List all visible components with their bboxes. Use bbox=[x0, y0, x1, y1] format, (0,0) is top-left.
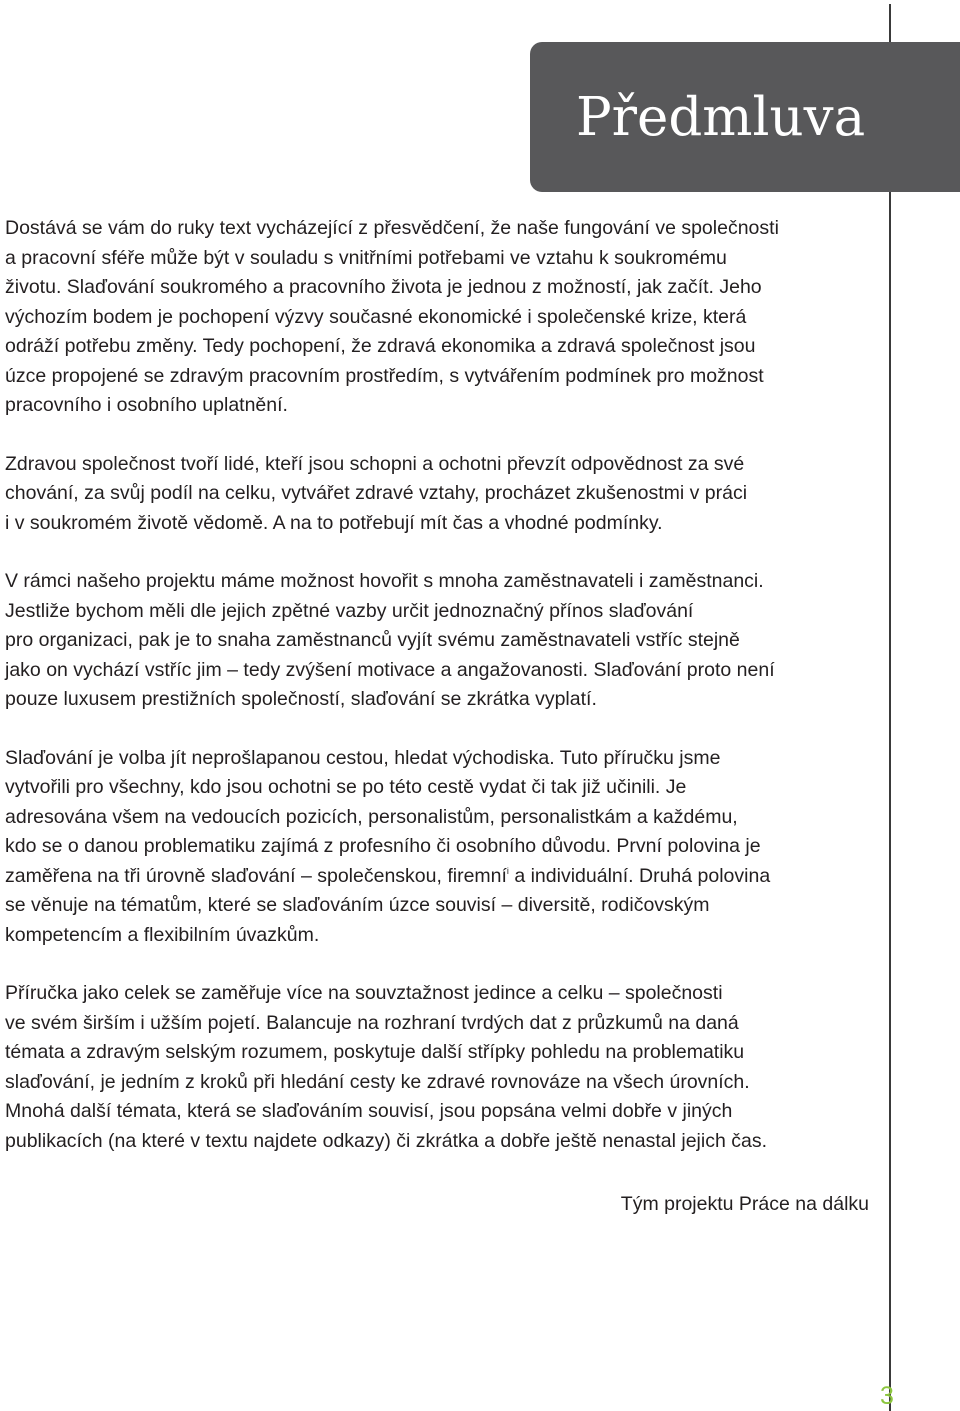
text-line: kompetencím a flexibilním úvazkům. bbox=[5, 923, 320, 946]
text-line: V rámci našeho projektu máme možnost hovořit s mnoha zaměstnavateli i zaměstnanci. bbox=[5, 570, 764, 592]
text-line: ve svém širším i užším pojetí. Balancuje na rozhraní tvrdých dat z průzkumů na daná bbox=[5, 1011, 739, 1034]
text-line: výchozím bodem je pochopení výzvy současné ekonomické i společenské krize, která bbox=[5, 305, 747, 328]
text-line: chování, za svůj podíl na celku, vytvářet zdravé vztahy, procházet zkušenostmi v práci bbox=[5, 482, 748, 504]
text-line: i v soukromém životě vědomě. A na to potřebují mít čas a vhodné podmínky. bbox=[5, 511, 663, 534]
text-line: Jestliže bychom měli dle jejich zpětné vazby určit jednoznačný přínos slaďování bbox=[5, 599, 694, 622]
text-line: Příručka jako celek se zaměřuje více na souvztažnost jedince a celku – společnosti bbox=[5, 982, 723, 1004]
paragraph-5 bbox=[5, 979, 877, 1156]
page-number: 3 bbox=[880, 1382, 894, 1410]
text-line: úzce propojené se zdravým pracovním prostředím, s vytvářením podmínek pro možnost bbox=[5, 364, 764, 387]
text-line-with-footnote bbox=[5, 862, 877, 892]
footnote-marker[interactable]: i bbox=[506, 865, 509, 876]
text-line: jako on vychází vstříc jim – tedy zvýšení motivace a angažovanosti. Slaďování proto není bbox=[5, 658, 775, 681]
text-line: se věnuje na tématům, které se slaďováním úzce souvisí – diversitě, rodičovským bbox=[5, 894, 710, 916]
text-line: publikacích (na které v textu najdete odkazy) či zkrátka a dobře ještě nenastal jejich čas. bbox=[5, 1129, 767, 1152]
text-line: vytvořili pro všechny, kdo jsou ochotni se po této cestě vydat či tak již učinili. Je bbox=[5, 776, 687, 798]
paragraph-2 bbox=[5, 450, 877, 539]
text-line: Slaďování je volba jít neprošlapanou cestou, hledat východiska. Tuto příručku jsme bbox=[5, 746, 721, 769]
paragraph-4 bbox=[5, 744, 877, 951]
page-title: Předmluva bbox=[576, 87, 866, 148]
text-line: Dostává se vám do ruky text vycházející z přesvědčení, že naše fungování ve společnosti bbox=[5, 217, 779, 239]
text-line: témata a zdravým selským rozumem, poskytuje další střípky pohledu na problematiku bbox=[5, 1041, 745, 1063]
text-line: Zdravou společnost tvoří lidé, kteří jsou schopni a ochotni převzít odpovědnost za své bbox=[5, 452, 745, 475]
text-line: životu. Slaďování soukromého a pracovního života je jednou z možností, jak začít. Jeho bbox=[5, 276, 762, 298]
text-line: pracovního i osobního uplatnění. bbox=[5, 394, 288, 416]
text-line: adresována všem na vedoucích pozicích, personalistům, personalistkám a každému, bbox=[5, 805, 738, 828]
margin-rule bbox=[889, 4, 891, 1411]
text-line: slaďování, je jedním z kroků při hledání cesty ke zdravé rovnováze na všech úrovních. bbox=[5, 1070, 750, 1093]
text-line: kdo se o danou problematiku zajímá z profesního či osobního důvodu. První polovina je bbox=[5, 835, 761, 857]
paragraph-3 bbox=[5, 567, 877, 715]
signature: Tým projektu Práce na dálku bbox=[620, 1193, 869, 1215]
text-line: a pracovní sféře může být v souladu s vnitřními potřebami ve vztahu k soukromému bbox=[5, 246, 727, 269]
text-segment: a individuální. Druhá polovina bbox=[508, 864, 771, 887]
paragraph-1 bbox=[5, 214, 877, 421]
text-line: Mnohá další témata, která se slaďováním souvisí, jsou popsána velmi dobře v jiných bbox=[5, 1100, 733, 1122]
text-line: odráží potřebu změny. Tedy pochopení, že zdravá ekonomika a zdravá společnost jsou bbox=[5, 335, 756, 357]
text-segment: zaměřena na tři úrovně slaďování – společenskou, firemní bbox=[5, 864, 507, 887]
text-line: pouze luxusem prestižních společností, slaďování se zkrátka vyplatí. bbox=[5, 688, 597, 710]
body-text bbox=[5, 214, 877, 1185]
text-line: pro organizaci, pak je to snaha zaměstnanců vyjít svému zaměstnavateli vstříc stejně bbox=[5, 629, 740, 651]
